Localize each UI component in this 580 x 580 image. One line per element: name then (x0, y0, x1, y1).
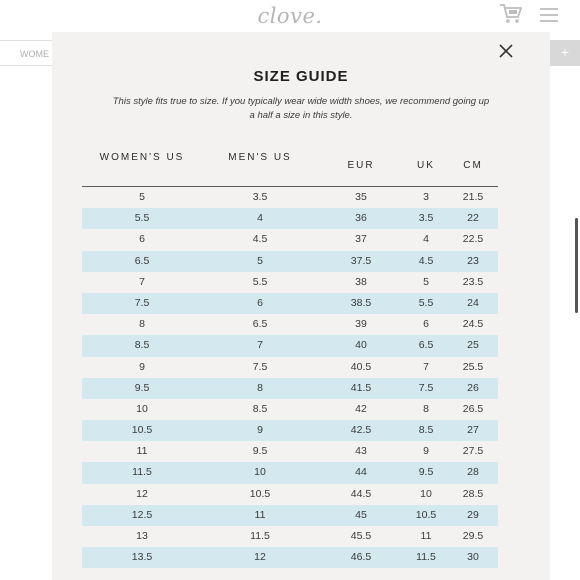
table-row (82, 505, 498, 526)
site-header (0, 0, 580, 34)
cell-mens-us: 5 (257, 254, 263, 267)
cell-mens-us: 8 (257, 381, 263, 394)
background-quantity-plus-button: + (550, 40, 580, 66)
table-row (82, 293, 498, 314)
cell-mens-us: 9 (257, 424, 263, 437)
cell-eur: 46.5 (350, 551, 372, 564)
cell-cm: 26.5 (462, 402, 484, 415)
cell-cm: 23 (467, 254, 479, 267)
header-eur: EUR (347, 160, 375, 171)
table-body (82, 187, 498, 568)
cell-eur: 44 (355, 466, 367, 479)
cell-mens-us: 3.5 (252, 191, 268, 203)
table-row (82, 314, 498, 335)
cell-cm: 28.5 (462, 487, 484, 500)
close-icon[interactable] (498, 43, 514, 59)
cell-mens-us: 12 (254, 551, 266, 564)
cell-uk: 4 (423, 233, 429, 246)
cell-eur: 37 (355, 233, 367, 246)
cell-cm: 22.5 (462, 233, 484, 246)
cell-mens-us: 5.5 (252, 275, 268, 288)
table-row (82, 335, 498, 356)
cell-womens-us: 10.5 (131, 424, 153, 437)
cell-eur: 36 (355, 212, 367, 225)
cell-eur: 37.5 (350, 254, 372, 267)
table-row (82, 547, 498, 568)
table-row (82, 272, 498, 293)
cell-eur: 40.5 (350, 360, 372, 373)
cell-womens-us: 5 (139, 191, 145, 203)
cell-cm: 26 (467, 381, 479, 394)
cell-eur: 42 (355, 402, 367, 415)
cell-womens-us: 12.5 (131, 508, 153, 521)
cell-eur: 38 (355, 275, 367, 288)
header-cm: CM (463, 160, 483, 171)
cell-eur: 44.5 (350, 487, 372, 500)
cell-cm: 27 (467, 424, 479, 437)
cell-womens-us: 10 (136, 402, 148, 415)
table-row (82, 526, 498, 547)
cell-uk: 9 (423, 445, 429, 458)
cell-mens-us: 10 (254, 466, 266, 479)
cell-womens-us: 6 (139, 233, 145, 246)
table-row (82, 229, 498, 250)
cell-womens-us: 9 (139, 360, 145, 373)
cell-cm: 21.5 (462, 191, 484, 203)
cell-eur: 43 (355, 445, 367, 458)
cell-uk: 9.5 (418, 466, 434, 479)
table-row (82, 208, 498, 229)
cart-icon[interactable] (499, 3, 523, 25)
cell-womens-us: 7 (139, 275, 145, 288)
table-row (82, 187, 498, 208)
cell-uk: 6 (423, 318, 429, 331)
table-row (82, 462, 498, 483)
cell-eur: 35 (355, 191, 367, 203)
table-header (82, 150, 498, 187)
modal-description: This style fits true to size. If you typically wear wide width shoes, we recommend going up a half a size in this style. (112, 96, 490, 121)
cell-eur: 40 (355, 339, 367, 352)
cell-mens-us: 11 (254, 508, 266, 521)
cell-cm: 25 (467, 339, 479, 352)
cell-uk: 7.5 (418, 381, 434, 394)
page-scrollbar-thumb[interactable] (575, 218, 578, 313)
cell-eur: 42.5 (350, 424, 372, 437)
cell-eur: 38.5 (350, 296, 372, 309)
cell-uk: 10.5 (415, 508, 437, 521)
cell-cm: 28 (467, 466, 479, 479)
cell-mens-us: 8.5 (252, 402, 268, 415)
site-logo[interactable]: clove. (257, 4, 323, 28)
table-row (82, 484, 498, 505)
cell-cm: 27.5 (462, 445, 484, 458)
background-size-select: WOME (0, 40, 60, 66)
table-row (82, 378, 498, 399)
header-uk: UK (417, 160, 435, 171)
cell-cm: 24.5 (462, 318, 484, 331)
cell-cm: 22 (467, 212, 479, 225)
cell-mens-us: 4.5 (252, 233, 268, 246)
cell-womens-us: 8.5 (134, 339, 150, 352)
cell-mens-us: 6.5 (252, 318, 268, 331)
cell-womens-us: 13.5 (131, 551, 153, 564)
cell-uk: 3.5 (418, 212, 434, 225)
cell-uk: 11.5 (416, 551, 436, 564)
cell-uk: 5.5 (418, 296, 434, 309)
header-womens-us: WOMEN'S US (99, 152, 185, 163)
cell-uk: 10 (420, 487, 432, 500)
cell-eur: 39 (355, 318, 367, 331)
cell-womens-us: 7.5 (134, 296, 150, 309)
cell-mens-us: 7.5 (252, 360, 268, 373)
cell-mens-us: 7 (257, 339, 263, 352)
cell-eur: 41.5 (350, 381, 372, 394)
cell-uk: 8 (423, 402, 429, 415)
table-row (82, 251, 498, 272)
cell-cm: 29.5 (462, 530, 484, 542)
cell-womens-us: 5.5 (134, 212, 150, 225)
cell-mens-us: 10.5 (249, 487, 271, 500)
cell-uk: 11 (420, 530, 432, 542)
size-guide-modal (52, 32, 550, 580)
cell-cm: 24 (467, 296, 479, 309)
cell-womens-us: 8 (139, 318, 145, 331)
table-row (82, 420, 498, 441)
cell-womens-us: 13 (136, 530, 148, 542)
cell-uk: 6.5 (418, 339, 434, 352)
cell-cm: 25.5 (462, 360, 484, 373)
cell-mens-us: 6 (257, 296, 263, 309)
cell-uk: 7 (423, 360, 429, 373)
table-row (82, 399, 498, 420)
cell-cm: 23.5 (462, 275, 484, 288)
cell-eur: 45 (355, 508, 367, 521)
table-row (82, 441, 498, 462)
cell-mens-us: 11.5 (250, 530, 270, 542)
cell-uk: 3 (423, 191, 429, 203)
cell-eur: 45.5 (350, 530, 372, 542)
size-table (82, 150, 498, 568)
cell-uk: 8.5 (418, 424, 434, 437)
cell-womens-us: 12 (136, 487, 148, 500)
modal-title: SIZE GUIDE (253, 68, 349, 85)
cell-womens-us: 11.5 (132, 466, 152, 479)
cell-womens-us: 11 (136, 445, 148, 458)
cell-cm: 30 (467, 551, 479, 564)
hamburger-menu-icon[interactable] (540, 8, 558, 22)
cell-womens-us: 9.5 (134, 381, 150, 394)
cell-uk: 5 (423, 275, 429, 288)
cell-womens-us: 6.5 (134, 254, 150, 267)
cell-mens-us: 4 (257, 212, 263, 225)
cell-mens-us: 9.5 (252, 445, 268, 458)
table-row (82, 357, 498, 378)
header-mens-us: MEN'S US (228, 152, 292, 163)
cell-cm: 29 (467, 508, 479, 521)
cell-uk: 4.5 (418, 254, 434, 267)
